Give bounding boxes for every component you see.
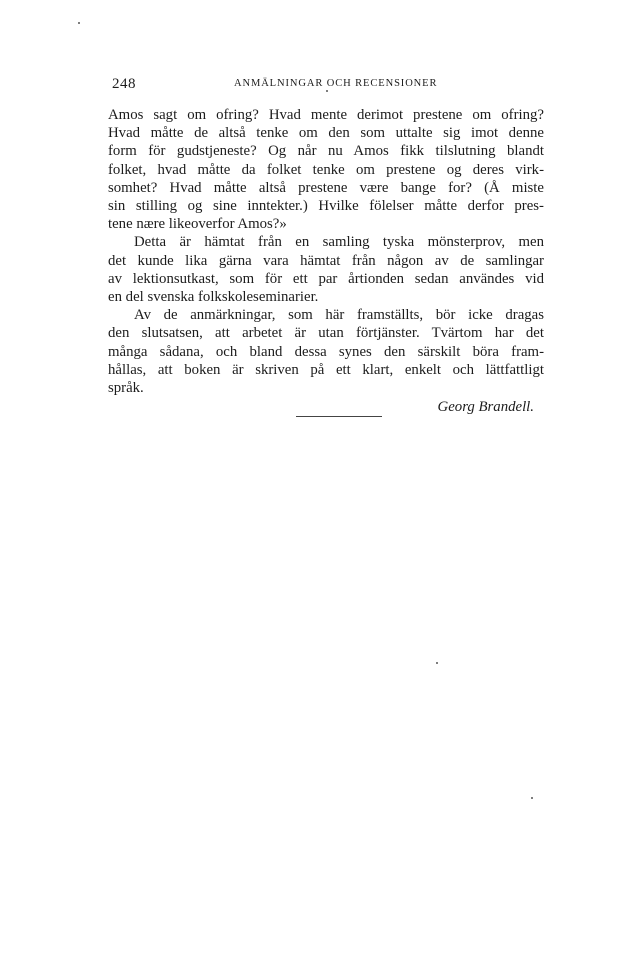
section-divider (296, 416, 382, 417)
signature: Georg Brandell. (437, 399, 534, 416)
paragraph-2 (108, 233, 544, 306)
text-line: somhet? Hvad måtte altså prestene være bange for? (Å miste (108, 179, 544, 196)
text-line: sin stilling og sine inntekter.) Hvilke fölelser måtte derfor pres- (108, 198, 544, 215)
page-number: 248 (112, 76, 136, 92)
text-line: hållas, att boken är skriven på ett klart, enkelt och lättfattligt (108, 361, 544, 378)
running-head-title: ANMÄLNINGAR OCH RECENSIONER (234, 78, 438, 89)
text-line: folket, hvad måtte da folket tenke om prestene og deres virk- (108, 161, 544, 178)
text-line: den slutsatsen, att arbetet är utan förtjänster. Tvärtom har det (108, 325, 544, 342)
text-line: många sådana, och bland dessa synes den särskilt böra fram- (108, 343, 544, 360)
paragraph-1 (108, 106, 544, 233)
text-line: det kunde lika gärna vara hämtat från någon av de samlingar (108, 252, 544, 269)
running-head (108, 76, 544, 96)
text-line: språk. (108, 380, 144, 397)
text-line: Hvad måtte de altså tenke om den som uttalte sig imot denne (108, 125, 544, 142)
print-speck (326, 90, 328, 92)
text-line: Detta är hämtat från en samling tyska mönsterprov, men (134, 234, 544, 251)
paragraph-3 (108, 306, 544, 397)
text-line: av lektionsutkast, som för ett par årtionden sedan användes vid (108, 270, 544, 287)
text-line: Amos sagt om ofring? Hvad mente derimot prestene om ofring? (108, 107, 544, 123)
print-speck (531, 797, 533, 799)
print-speck (78, 22, 80, 24)
text-line: Av de anmärkningar, som här framställts, bör icke dragas (134, 307, 544, 324)
body-text (108, 106, 544, 416)
text-line: form för gudstjeneste? Og når nu Amos fikk tilslutning blandt (108, 143, 544, 160)
text-line: en del svenska folkskoleseminarier. (108, 289, 319, 306)
print-speck (436, 662, 438, 664)
text-line: tene nære likeoverfor Amos?» (108, 216, 287, 233)
